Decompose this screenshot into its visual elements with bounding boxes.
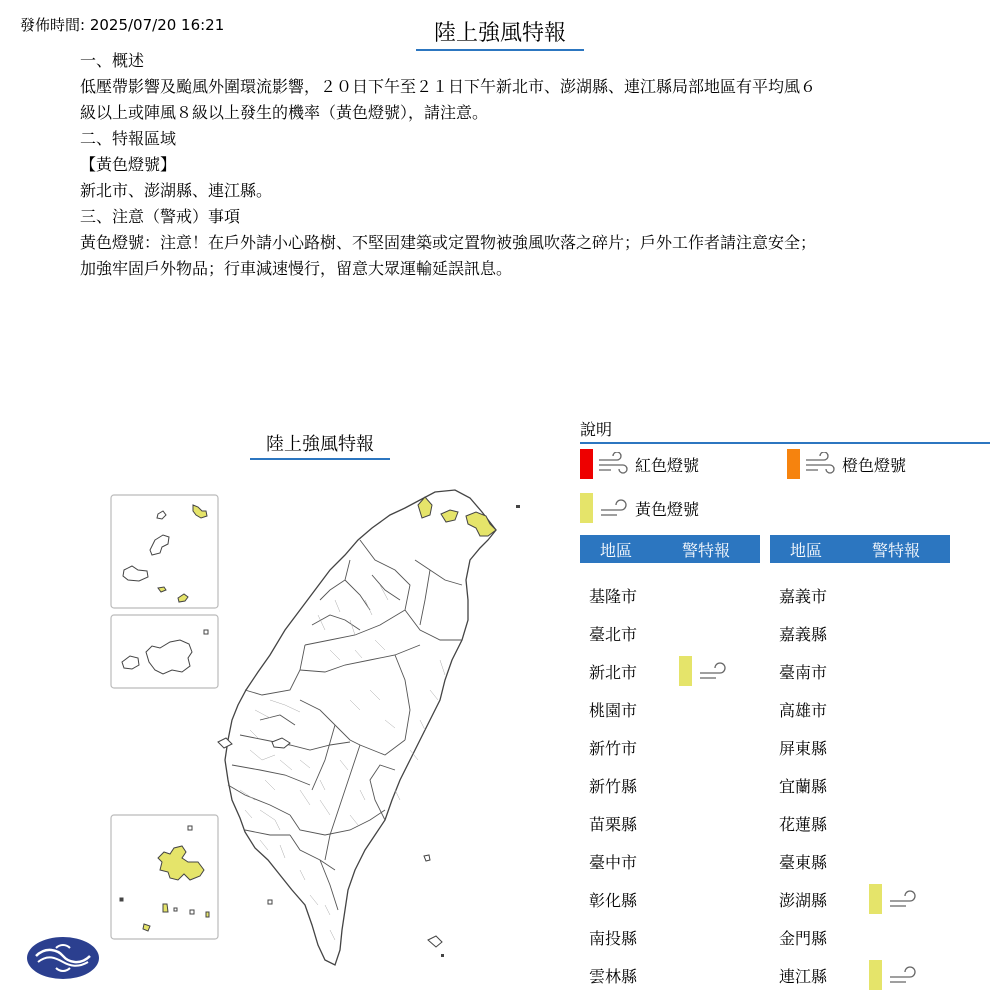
issued-time: 發佈時間: 2025/07/20 16:21	[20, 16, 225, 34]
region-name: 屏東縣	[779, 738, 828, 758]
region-name: 桃園市	[589, 700, 638, 720]
section2-level: 【黃色燈號】	[80, 155, 177, 174]
region-name: 雲林縣	[589, 966, 638, 986]
section3-line2: 加強牢固戶外物品；行車減速慢行，留意大眾運輸延誤訊息。	[80, 259, 513, 278]
region-name: 新北市	[589, 662, 638, 682]
region-name: 嘉義市	[779, 586, 828, 606]
wind-icon	[696, 659, 730, 683]
section2-heading: 二、特報區域	[80, 129, 177, 148]
region-name: 南投縣	[589, 928, 638, 948]
orange-swatch	[787, 449, 800, 479]
region-row	[779, 614, 869, 652]
wind-icon	[886, 887, 920, 911]
yellow-swatch	[679, 656, 692, 686]
taiwan-map	[0, 460, 560, 1000]
region-name: 宜蘭縣	[779, 776, 828, 796]
region-name: 臺南市	[779, 662, 828, 682]
page-title: 陸上強風特報	[416, 16, 584, 51]
region-name: 金門縣	[779, 928, 828, 948]
wind-icon	[597, 496, 631, 520]
col-warning-header: 警特報	[681, 540, 730, 560]
section3-line1: 黃色燈號：注意！在戶外請小心路樹、不堅固建築或定置物被強風吹落之碎片；戶外工作者請注意安全；	[80, 233, 817, 252]
region-name: 彰化縣	[589, 890, 638, 910]
section1-line1: 低壓帶影響及颱風外圍環流影響，２０日下午至２１日下午新北市、澎湖縣、連江縣局部地區有平均風６	[80, 77, 817, 96]
legend-yellow	[580, 493, 699, 523]
legend-label: 橙色燈號	[842, 455, 907, 475]
warning-indicator	[869, 884, 924, 914]
region-name: 臺中市	[589, 852, 638, 872]
table-header-left	[580, 535, 760, 563]
yellow-swatch	[869, 884, 882, 914]
col-region-header: 地區	[789, 540, 822, 560]
region-row	[589, 956, 679, 994]
region-row	[589, 728, 679, 766]
region-row	[779, 842, 869, 880]
yellow-swatch	[869, 960, 882, 990]
region-row	[589, 690, 679, 728]
region-name: 新竹縣	[589, 776, 638, 796]
section3-heading: 三、注意（警戒）事項	[80, 207, 241, 226]
section2-areas: 新北市、澎湖縣、連江縣。	[80, 181, 273, 200]
region-name: 臺北市	[589, 624, 638, 644]
region-row	[589, 614, 679, 652]
region-row	[779, 766, 869, 804]
strong-wind-icon	[804, 452, 838, 476]
region-row	[589, 804, 679, 842]
region-name: 嘉義縣	[779, 624, 828, 644]
region-row	[589, 576, 679, 614]
wind-icon	[886, 963, 920, 987]
penghu-inset	[111, 815, 218, 939]
kinmen-inset	[111, 495, 218, 608]
bulletin-text	[80, 48, 940, 282]
region-name: 連江縣	[779, 966, 828, 986]
red-swatch	[580, 449, 593, 479]
taiwan-main-island	[218, 490, 520, 965]
region-row	[779, 880, 924, 918]
region-name: 基隆市	[589, 586, 638, 606]
region-row	[779, 652, 869, 690]
section1-line2: 級以上或陣風８級以上發生的機率（黃色燈號），請注意。	[80, 103, 489, 122]
legend-orange	[787, 449, 906, 479]
region-row	[589, 918, 679, 956]
region-row	[779, 576, 869, 614]
strong-wind-icon	[597, 452, 631, 476]
cwa-logo	[26, 936, 100, 980]
legend-label: 黃色燈號	[635, 499, 700, 519]
region-name: 高雄市	[779, 700, 828, 720]
region-row	[589, 880, 679, 918]
region-row	[779, 690, 869, 728]
region-name: 花蓮縣	[779, 814, 828, 834]
region-row	[779, 728, 869, 766]
region-name: 澎湖縣	[779, 890, 828, 910]
legend-label: 紅色燈號	[635, 455, 700, 475]
region-row	[589, 766, 679, 804]
map-title: 陸上強風特報	[250, 430, 390, 460]
region-name: 新竹市	[589, 738, 638, 758]
col-region-header: 地區	[599, 540, 632, 560]
matsu-inset	[111, 615, 218, 688]
region-name: 臺東縣	[779, 852, 828, 872]
region-row	[779, 956, 924, 994]
legend-title: 說明	[580, 417, 990, 444]
region-row	[779, 918, 869, 956]
region-row	[589, 652, 734, 690]
region-row	[779, 804, 869, 842]
col-warning-header: 警特報	[871, 540, 920, 560]
region-row	[589, 842, 679, 880]
warning-indicator	[679, 656, 734, 686]
warning-indicator	[869, 960, 924, 990]
region-name: 苗栗縣	[589, 814, 638, 834]
yellow-swatch	[580, 493, 593, 523]
section1-heading: 一、概述	[80, 51, 145, 70]
legend-red	[580, 449, 699, 479]
table-header-right	[770, 535, 950, 563]
